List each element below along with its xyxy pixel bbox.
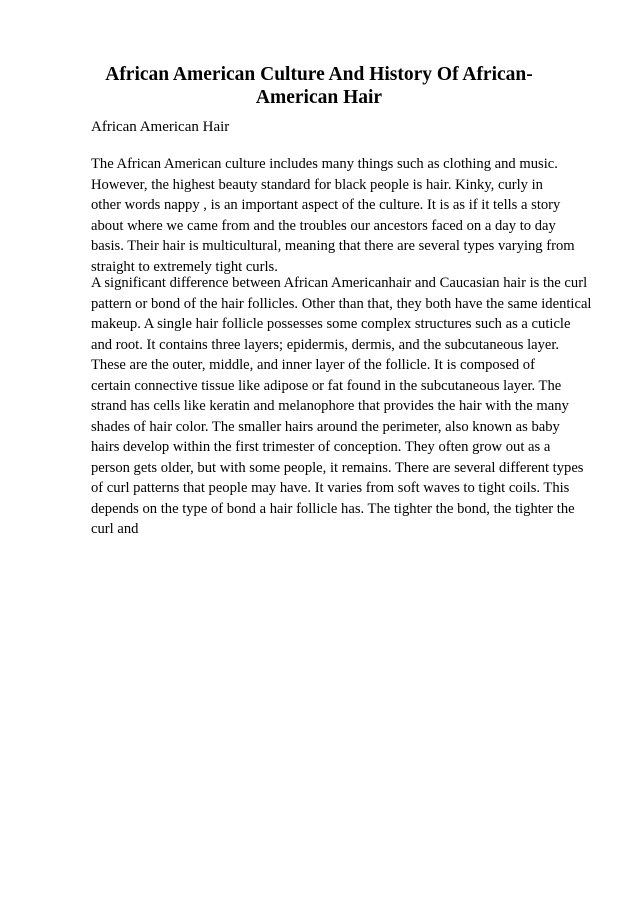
paragraph-line: These are the outer, middle, and inner layer of the follicle. It is composed of xyxy=(91,357,535,373)
title-line: African American Culture And History Of African- xyxy=(105,64,533,85)
paragraph-line: straight to extremely tight curls. xyxy=(91,258,278,275)
paragraph-line: makeup. A single hair follicle possesses some complex structures such as a cuticle xyxy=(91,316,571,332)
document-subtitle: African American Hair xyxy=(91,119,230,135)
paragraph-line: and root. It contains three layers; epidermis, dermis, and the subcutaneous layer. xyxy=(91,336,560,353)
paragraph-hair-structure xyxy=(91,273,591,540)
paragraph-line: The African American culture includes many things such as clothing and music. xyxy=(91,156,558,172)
paragraph-line: strand has cells like keratin and melanophore that provides the hair with the many xyxy=(91,398,569,414)
paragraph-line: curl and xyxy=(91,521,139,537)
paragraph-line: hairs develop within the first trimester of conception. They often grow out as a xyxy=(91,439,551,455)
paragraph-line: basis. Their hair is multicultural, meaning that there are several types varying from xyxy=(91,238,575,254)
paragraph-line: about where we came from and the troubles our ancestors faced on a day to day xyxy=(91,217,556,234)
paragraph-line: of curl patterns that people may have. It varies from soft waves to tight coils. This xyxy=(91,480,570,496)
title-line: American Hair xyxy=(255,87,383,108)
paragraph-line: certain connective tissue like adipose or fat found in the subcutaneous layer. The xyxy=(91,377,562,394)
paragraph-line: person gets older, but with some people, it remains. There are several different types xyxy=(91,459,584,476)
paragraph-intro xyxy=(91,154,591,277)
paragraph-line: However, the highest beauty standard for black people is hair. Kinky, curly in xyxy=(91,176,543,193)
document-title xyxy=(80,63,558,109)
paragraph-line: shades of hair color. The smaller hairs around the perimeter, also known as baby xyxy=(91,418,560,435)
paragraph-line: A significant difference between African Americanhair and Caucasian hair is the curl xyxy=(91,275,588,291)
paragraph-line: depends on the type of bond a hair follicle has. The tighter the bond, the tighter the xyxy=(91,500,575,517)
paragraph-line: pattern or bond of the hair follicles. Other than that, they both have the same identical xyxy=(91,295,592,312)
paragraph-line: other words nappy , is an important aspect of the culture. It is as if it tells a story xyxy=(91,197,561,213)
